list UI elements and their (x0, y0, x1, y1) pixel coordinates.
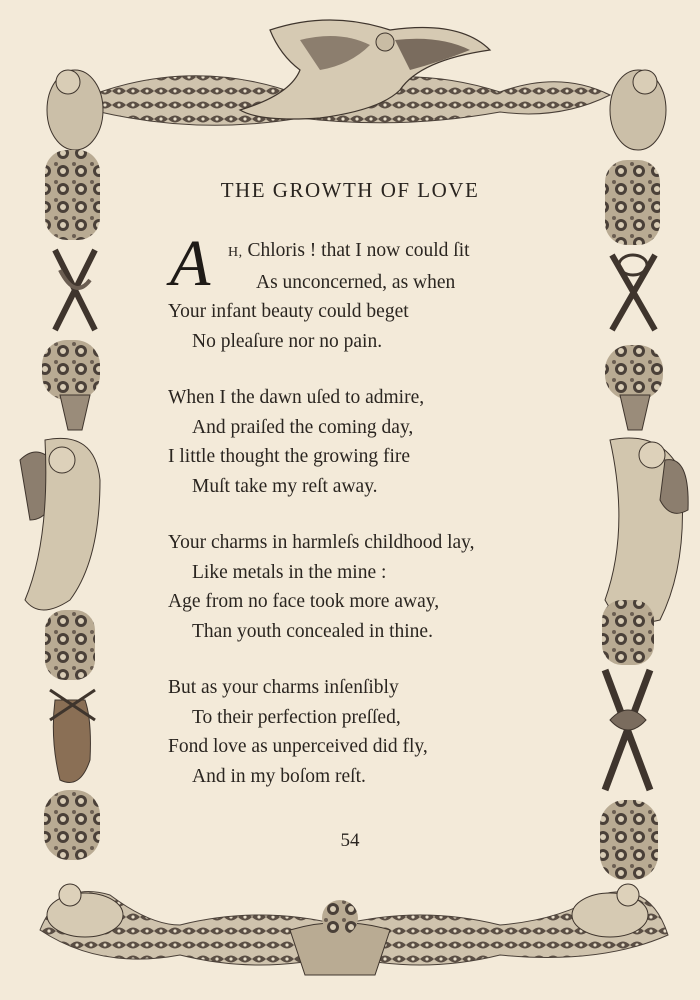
poem-line: When I the dawn uſed to admire, (168, 387, 425, 408)
poem-line: No pleaſure nor no pain. (192, 330, 383, 352)
poem-body (168, 227, 568, 818)
poem-line: Fond love as unperceived did fly, (168, 736, 428, 757)
poem-line: Muſt take my reſt away. (192, 475, 378, 497)
first-line-text: Chloris ! that I now could ſit (242, 240, 470, 261)
stanza-3 (168, 528, 568, 646)
page-number: 54 (340, 830, 360, 851)
poem-line: Age from no face took more away, (168, 591, 440, 612)
poem-line: But as your charms inſenſibly (168, 677, 399, 698)
poem-line: To their perfection preſſed, (192, 706, 401, 728)
stanza-2 (168, 383, 568, 501)
poem-line: As unconcerned, as when (256, 271, 456, 293)
poem-line: Your charms in harmleſs childhood lay, (168, 532, 475, 553)
poem-title: THE GROWTH OF LOVE (220, 178, 480, 202)
stanza-4 (168, 673, 568, 791)
drop-cap: A (170, 227, 211, 300)
poem-line: Than youth concealed in thine. (192, 620, 433, 642)
poem-line: Like metals in the mine : (192, 561, 387, 583)
poem-line: And praiſed the coming day, (192, 416, 414, 438)
poem-line: Your infant beauty could beget (168, 301, 409, 322)
bottom-garland (40, 884, 668, 975)
small-caps-text: H, (228, 245, 243, 260)
poem-line: I little thought the growing fire (168, 446, 411, 467)
stanza-1 (168, 227, 568, 356)
poem-line: And in my boſom reſt. (192, 765, 366, 787)
